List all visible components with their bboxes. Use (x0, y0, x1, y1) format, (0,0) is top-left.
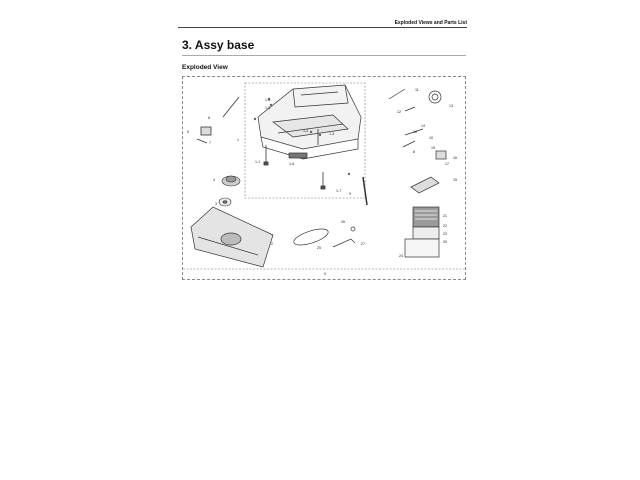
callout-5: 5 (187, 130, 189, 134)
callout-1-5: 1-5 (265, 106, 271, 110)
base-plate-part (191, 207, 273, 267)
callout-23: 23 (443, 232, 447, 236)
belt-part (292, 226, 355, 249)
left-bracket-parts (197, 97, 239, 143)
valve-parts (363, 151, 446, 205)
exploded-view-diagram (182, 76, 466, 280)
callout-9: 9 (349, 192, 351, 196)
callout-6: 6 (208, 116, 210, 120)
callout-21: 21 (443, 214, 447, 218)
callout-17: 17 (445, 162, 449, 166)
callout-1-2: 1-2 (303, 129, 309, 133)
callout-20: 20 (443, 240, 447, 244)
callout-18: 18 (413, 130, 417, 134)
callout-11: 11 (415, 88, 419, 92)
callout-16: 16 (453, 156, 457, 160)
callout-10: 10 (429, 136, 433, 140)
callout-25: 25 (317, 246, 321, 250)
header-rule (178, 27, 467, 28)
callout-1-4: 1-4 (265, 98, 271, 102)
callout-1-6: 1-6 (289, 162, 295, 166)
section-title: Exploded View (182, 64, 228, 71)
header-text: Exploded Views and Parts List (394, 20, 467, 26)
exploded-view-drawing (183, 77, 467, 281)
callout-8: 8 (413, 150, 415, 154)
title-rule (182, 55, 466, 56)
callout-4: 4 (213, 178, 215, 182)
hose-parts (389, 89, 441, 147)
callout-15: 15 (453, 178, 457, 182)
callout-26: 26 (341, 220, 345, 224)
callout-1-3: 1-3 (329, 132, 335, 136)
control-box-part (405, 207, 439, 257)
callout-13: 13 (449, 104, 453, 108)
page-title: 3. Assy base (182, 38, 255, 52)
callout-19: 19 (431, 146, 435, 150)
callout-2: 2 (271, 242, 273, 246)
callout-14: 14 (421, 124, 425, 128)
callout-24: 24 (399, 254, 403, 258)
callout-7: 7 (209, 141, 211, 145)
callout-1-1: 1-1 (255, 160, 261, 164)
callout-1: 1 (237, 138, 239, 142)
base-frame-part (258, 85, 361, 159)
callout-22: 22 (443, 224, 447, 228)
callout-1-7: 1-7 (336, 189, 342, 193)
callout-12: 12 (397, 110, 401, 114)
pulley-parts (219, 176, 240, 206)
diagram-footer-label: 0 (324, 272, 326, 276)
callout-27: 27 (361, 242, 365, 246)
callout-3: 3 (215, 202, 217, 206)
